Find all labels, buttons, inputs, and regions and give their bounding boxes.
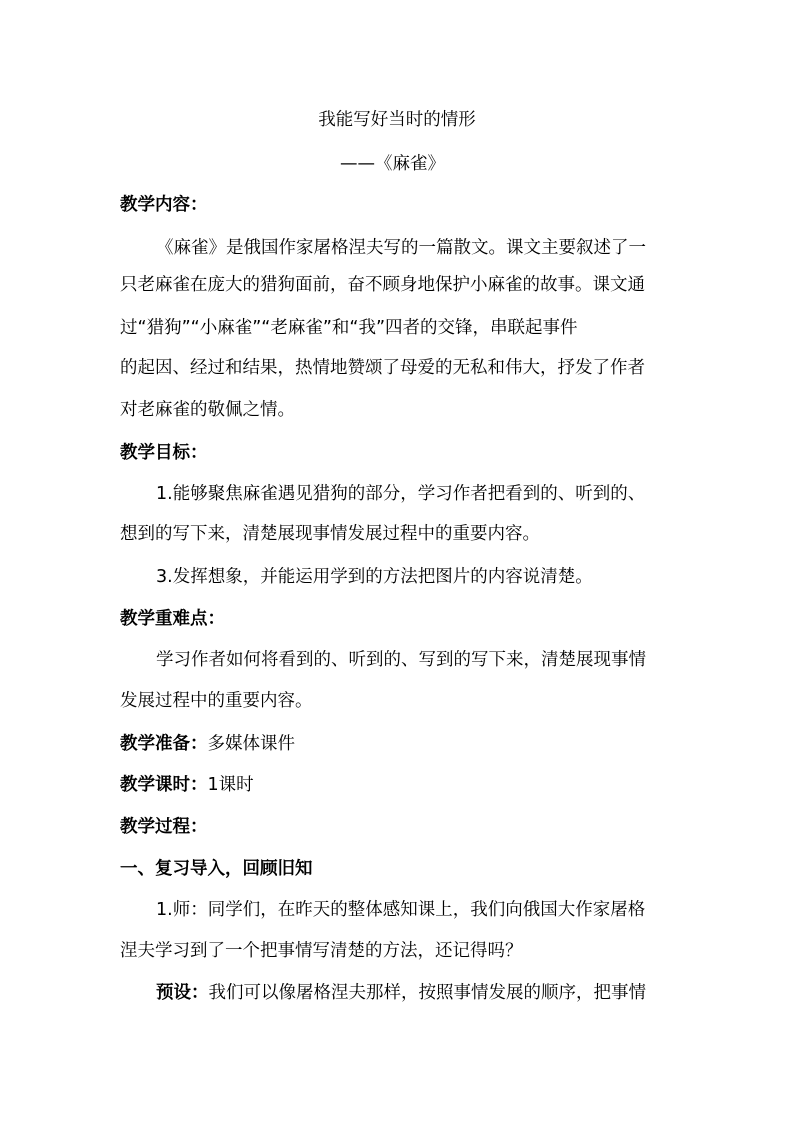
- content-line: 的起因、经过和结果，热情地赞颂了母爱的无私和伟大，抒发了作者: [120, 358, 645, 378]
- process-step-title: 一、复习导入，回顾旧知: [120, 859, 313, 879]
- prep-line: [120, 732, 295, 756]
- heading-key-points: 教学重难点：: [120, 609, 225, 629]
- hours-value: 1课时: [207, 775, 254, 795]
- heading-process: 教学过程：: [120, 817, 208, 837]
- document-title: 我能写好当时的情形: [318, 110, 476, 130]
- goal-line: 1.能够聚焦麻雀遇见猎狗的部分，学习作者把看到的、听到的、: [156, 484, 646, 504]
- content-line: 过“猎狗”“小麻雀”“老麻雀”和“我”四者的交锋，串联起事件: [120, 318, 578, 338]
- preset-line: [156, 981, 646, 1005]
- prep-value: 多媒体课件: [207, 734, 295, 754]
- heading-content: 教学内容：: [120, 195, 208, 215]
- hours-label: 教学课时：: [120, 775, 208, 795]
- document-subtitle: ——《麻雀》: [340, 154, 445, 174]
- heading-goals: 教学目标：: [120, 443, 208, 463]
- goal-line: 想到的写下来，清楚展现事情发展过程中的重要内容。: [120, 524, 540, 544]
- process-line: 1.师：同学们，在昨天的整体感知课上，我们向俄国大作家屠格: [156, 900, 646, 920]
- content-line: 《麻雀》是俄国作家屠格涅夫写的一篇散文。课文主要叙述了一: [156, 238, 646, 258]
- content-line: 只老麻雀在庞大的猎狗面前，奋不顾身地保护小麻雀的故事。课文通: [120, 275, 645, 295]
- key-point-line: 学习作者如何将看到的、听到的、写到的写下来，清楚展现事情: [156, 650, 646, 670]
- prep-label: 教学准备：: [120, 734, 208, 754]
- hours-line: [120, 773, 254, 797]
- goal-line: 3.发挥想象，并能运用学到的方法把图片的内容说清楚。: [156, 567, 593, 587]
- content-line: 对老麻雀的敬佩之情。: [120, 400, 295, 420]
- preset-text: 我们可以像屠格涅夫那样，按照事情发展的顺序，把事情: [208, 983, 646, 1003]
- process-line: 涅夫学习到了一个把事情写清楚的方法，还记得吗？: [120, 941, 523, 961]
- preset-label: 预设：: [156, 983, 209, 1003]
- key-point-line: 发展过程中的重要内容。: [120, 691, 313, 711]
